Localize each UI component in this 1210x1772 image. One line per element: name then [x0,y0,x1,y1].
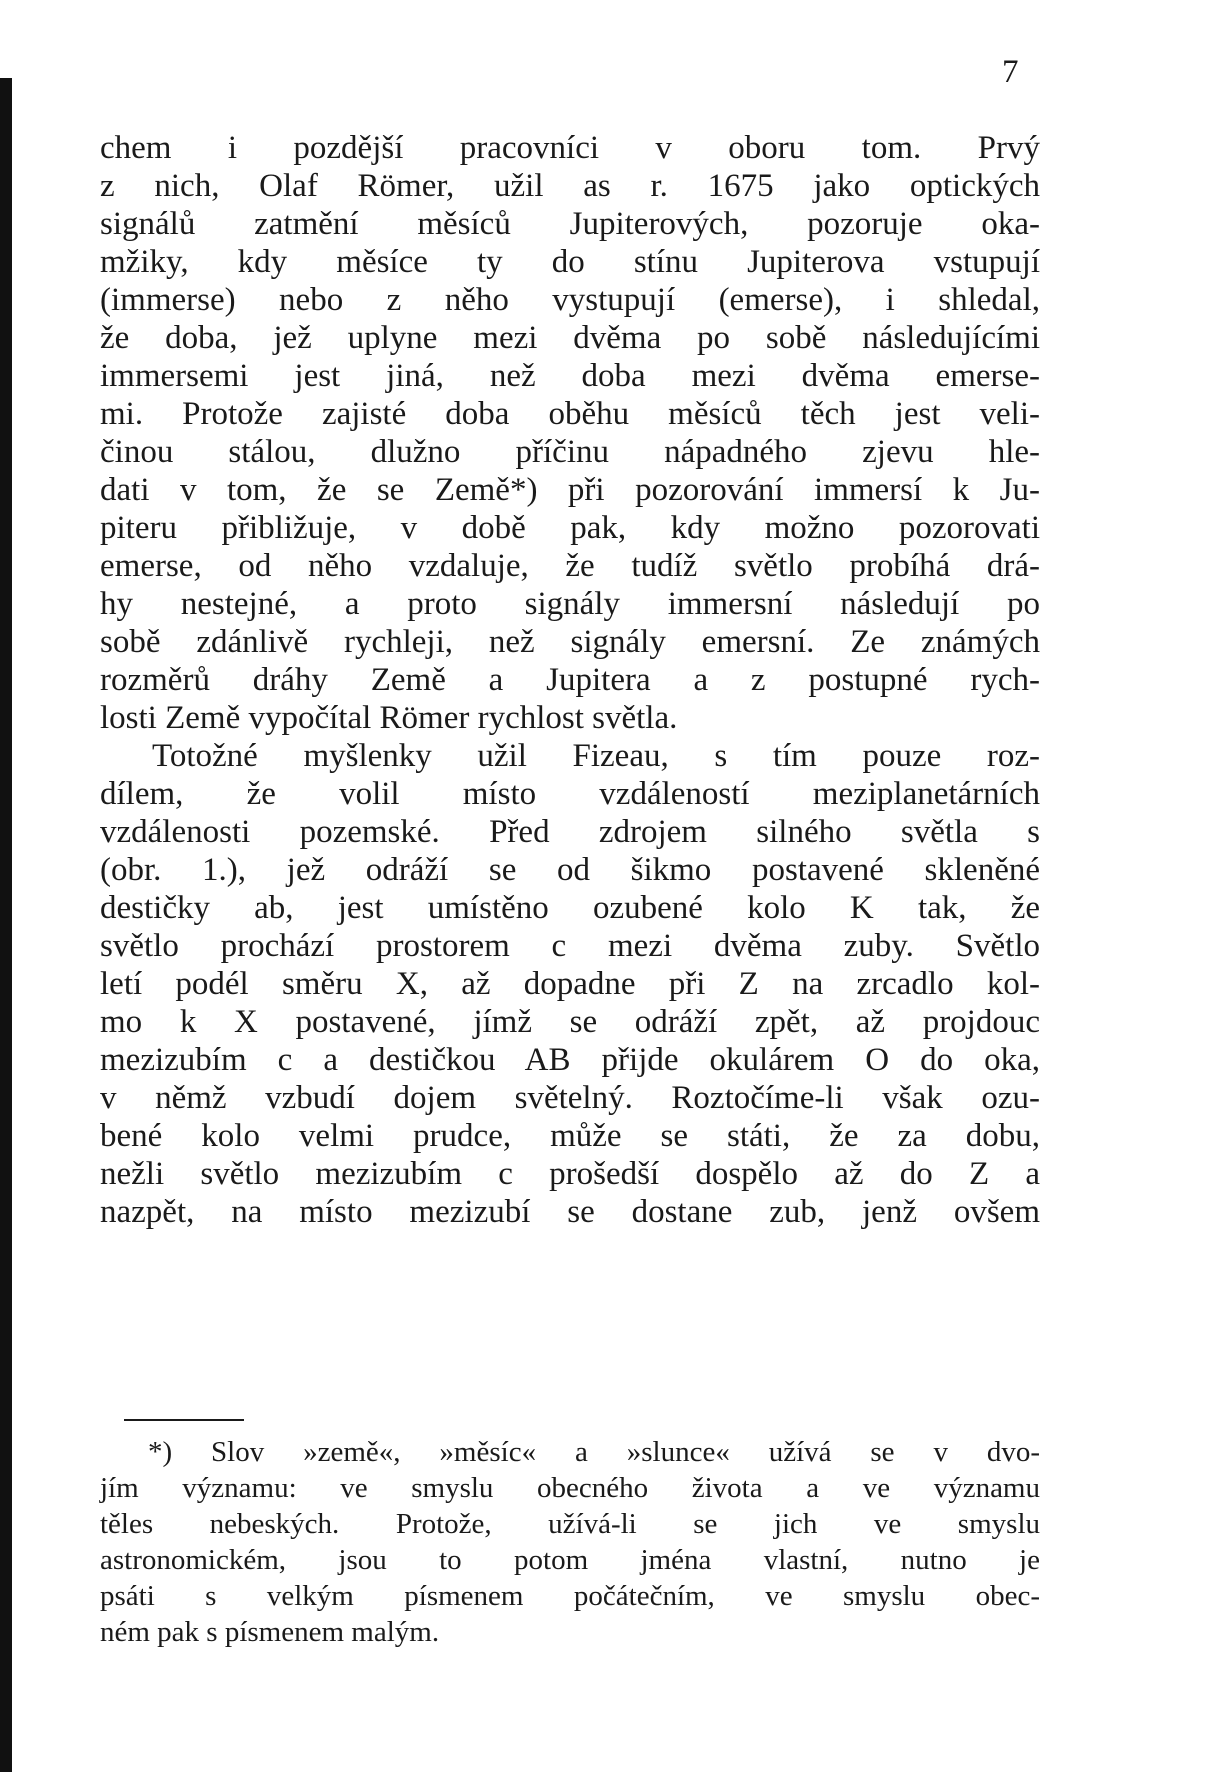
footnote-line: psáti s velkým písmenem počátečním, ve smyslu obec- [100,1580,1040,1612]
footnote-line: ném pak s písmenem malým. [100,1616,440,1648]
body-line: (immerse) nebo z něho vystupují (emerse), i shledal, [100,282,1040,318]
body-line: světlo prochází prostorem c mezi dvěma zuby. Světlo [100,928,1040,964]
body-line: mi. Protože zajisté doba oběhu měsíců těch jest veli- [100,396,1040,432]
footnote-divider [124,1419,244,1421]
body-line: že doba, jež uplyne mezi dvěma po sobě následujícími [100,320,1040,356]
body-line: signálů zatmění měsíců Jupiterových, pozoruje oka- [100,206,1040,242]
body-line: (obr. 1.), jež odráží se od šikmo postavené skleněné [100,852,1040,888]
body-line: mo k X postavené, jímž se odráží zpět, až projdouc [100,1004,1040,1040]
footnote-line: jím významu: ve smyslu obecného života a ve významu [100,1472,1040,1504]
footnote-line: těles nebeských. Protože, užívá-li se jich ve smyslu [100,1508,1040,1540]
body-line: hy nestejné, a proto signály immersní následují po [100,586,1040,622]
body-line: piteru přibližuje, v době pak, kdy možno pozorovati [100,510,1040,546]
body-line: mžiky, kdy měsíce ty do stínu Jupiterova vstupují [100,244,1040,280]
body-line: z nich, Olaf Römer, užil as r. 1675 jako optických [100,168,1040,204]
body-line: sobě zdánlivě rychleji, než signály emersní. Ze známých [100,624,1040,660]
footnote-line: *) Slov »země«, »měsíc« a »slunce« užívá se v dvo- [148,1436,1040,1468]
body-line: nazpět, na místo mezizubí se dostane zub, jenž ovšem [100,1194,1040,1230]
body-line: destičky ab, jest umístěno ozubené kolo K tak, že [100,890,1040,926]
body-line: letí podél směru X, až dopadne při Z na zrcadlo kol- [100,966,1040,1002]
body-line: emerse, od něho vzdaluje, že tudíž světlo probíhá drá- [100,548,1040,584]
footnote-line: astronomickém, jsou to potom jména vlastní, nutno je [100,1544,1040,1576]
body-line: nežli světlo mezizubím c prošedší dospělo až do Z a [100,1156,1040,1192]
body-line: losti Země vypočítal Römer rychlost světla. [100,700,678,736]
page-edge-shadow [0,78,12,1772]
body-line: dati v tom, že se Země*) při pozorování immersí k Ju- [100,472,1040,508]
body-line: vzdálenosti pozemské. Před zdrojem silného světla s [100,814,1040,850]
body-line: bené kolo velmi prudce, může se státi, že za dobu, [100,1118,1040,1154]
body-line: rozměrů dráhy Země a Jupitera a z postupné rych- [100,662,1040,698]
body-line: chem i pozdější pracovníci v oboru tom. Prvý [100,130,1040,166]
page-number: 7 [1002,54,1019,90]
body-line: mezizubím c a destičkou AB přijde okulárem O do oka, [100,1042,1040,1078]
body-line: immersemi jest jiná, než doba mezi dvěma emerse- [100,358,1040,394]
body-line: činou stálou, dlužno příčinu nápadného zjevu hle- [100,434,1040,470]
body-line: Totožné myšlenky užil Fizeau, s tím pouze roz- [152,738,1040,774]
body-line: v němž vzbudí dojem světelný. Roztočíme-li však ozu- [100,1080,1040,1116]
body-line: dílem, že volil místo vzdáleností meziplanetárních [100,776,1040,812]
